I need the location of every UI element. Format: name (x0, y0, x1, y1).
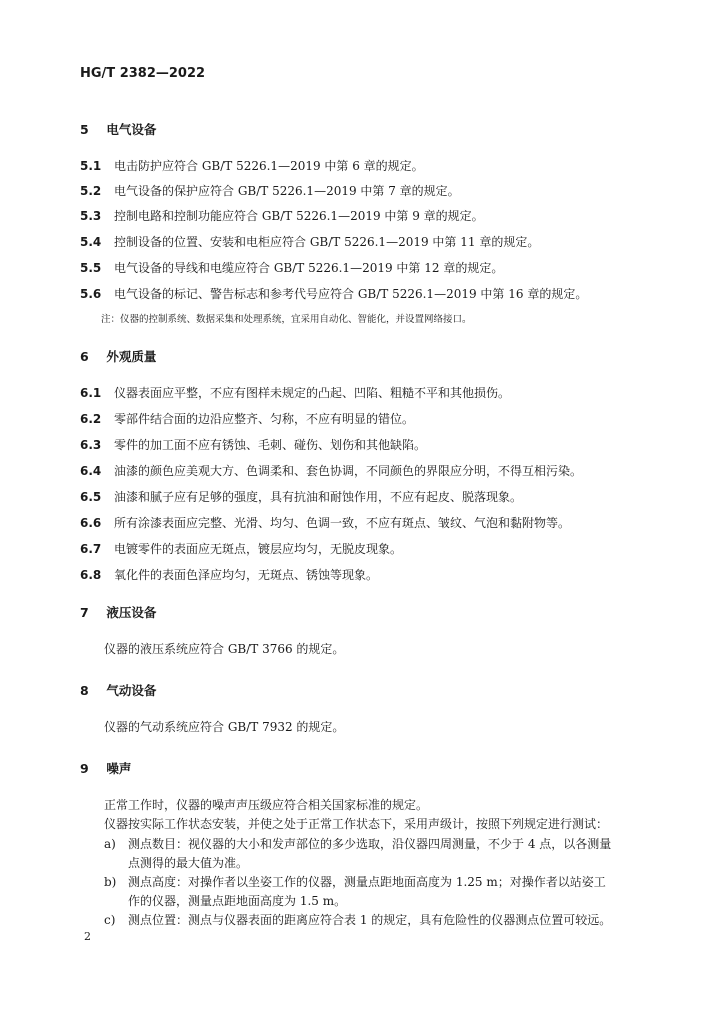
clause-text: 电气设备的导线和电缆应符合 GB/T 5226.1—2019 中第 12 章的规定。 (114, 261, 504, 275)
clause-number: 5.5 (80, 261, 102, 275)
clause-number: 6.3 (80, 438, 102, 452)
section-title: 液压设备 (106, 605, 157, 620)
clause-text: 所有涂漆表面应完整、光滑、均匀、色调一致，不应有斑点、皱纹、气泡和黏附物等。 (114, 516, 571, 530)
section-7-heading (80, 603, 156, 621)
clause-number: 5.1 (80, 159, 102, 173)
list-item-b-continuation: 作的仪器，测量点距地面高度为 1.5 m。 (128, 894, 347, 908)
clause-text: 油漆的颜色应美观大方、色调柔和、套色协调，不同颜色的界限应分明，不得互相污染。 (114, 464, 583, 478)
clause-text: 电镀零件的表面应无斑点，镀层应均匀，无脱皮现象。 (114, 542, 403, 556)
clause-text: 零件的加工面不应有锈蚀、毛刺、碰伤、划伤和其他缺陷。 (114, 438, 427, 452)
clause-6-2 (80, 410, 414, 427)
section-9-para-2: 仪器按实际工作状态安装，并使之处于正常工作状态下，采用声级计，按照下列规定进行测试： (104, 817, 609, 831)
list-item-a-continuation: 点测得的最大值为准。 (128, 856, 249, 870)
clause-number: 5.2 (80, 184, 102, 198)
clause-6-8 (80, 566, 378, 583)
section-6-heading (80, 347, 156, 365)
clause-6-7 (80, 540, 402, 557)
clause-6-6 (80, 514, 570, 531)
page-number: 2 (84, 930, 91, 943)
list-item-c (104, 911, 611, 928)
clause-number: 6.7 (80, 542, 102, 556)
clause-text: 控制电路和控制功能应符合 GB/T 5226.1—2019 中第 9 章的规定。 (114, 209, 484, 223)
clause-number: 6.2 (80, 412, 102, 426)
list-item-a (104, 835, 611, 852)
note-5: 注：仪器的控制系统、数据采集和处理系统，宜采用自动化、智能化，并设置网络接口。 (101, 314, 472, 325)
clause-5-5 (80, 259, 503, 276)
clause-5-1 (80, 157, 424, 174)
clause-number: 6.1 (80, 386, 102, 400)
clause-6-5 (80, 488, 522, 505)
clause-6-1 (80, 384, 510, 401)
item-text: 测点数目：视仪器的大小和发声部位的多少选取，沿仪器四周测量，不少于 4 点，以各测量 (128, 837, 612, 851)
clause-number: 6.4 (80, 464, 102, 478)
clause-6-3 (80, 436, 426, 453)
section-9-para-1: 正常工作时，仪器的噪声声压级应符合相关国家标准的规定。 (104, 798, 429, 812)
item-text: 测点高度：对操作者以坐姿工作的仪器，测量点距地面高度为 1.25 m；对操作者以站姿工 (128, 875, 606, 889)
section-number: 7 (80, 605, 89, 620)
item-text: 测点位置：测点与仪器表面的距离应符合表 1 的规定，具有危险性的仪器测点位置可较远。 (128, 913, 612, 927)
section-title: 噪声 (106, 761, 132, 776)
clause-text: 控制设备的位置、安装和电柜应符合 GB/T 5226.1—2019 中第 11 章的规定。 (114, 235, 540, 249)
section-number: 6 (80, 349, 89, 364)
section-7-text: 仪器的液压系统应符合 GB/T 3766 的规定。 (104, 642, 345, 656)
clause-5-3 (80, 207, 484, 224)
section-number: 5 (80, 122, 89, 137)
item-label: b) (104, 875, 117, 889)
section-number: 9 (80, 761, 89, 776)
section-8-text: 仪器的气动系统应符合 GB/T 7932 的规定。 (104, 720, 345, 734)
section-number: 8 (80, 683, 89, 698)
section-8-heading (80, 681, 156, 699)
clause-number: 5.3 (80, 209, 102, 223)
clause-5-2 (80, 182, 460, 199)
item-label: c) (104, 913, 116, 927)
section-9-heading (80, 759, 131, 777)
clause-number: 6.6 (80, 516, 102, 530)
list-item-b (104, 873, 606, 890)
clause-text: 电气设备的标记、警告标志和参考代号应符合 GB/T 5226.1—2019 中第 16 章的规定。 (114, 287, 588, 301)
section-5-heading (80, 120, 156, 138)
standard-code: HG/T 2382—2022 (80, 66, 206, 81)
clause-number: 5.6 (80, 287, 102, 301)
section-title: 电气设备 (106, 122, 157, 137)
clause-6-4 (80, 462, 582, 479)
clause-text: 仪器表面应平整，不应有图样未规定的凸起、凹陷、粗糙不平和其他损伤。 (114, 386, 511, 400)
clause-text: 氧化件的表面色泽应均匀，无斑点、锈蚀等现象。 (114, 568, 379, 582)
item-label: a) (104, 837, 116, 851)
clause-text: 电击防护应符合 GB/T 5226.1—2019 中第 6 章的规定。 (114, 159, 424, 173)
clause-text: 油漆和腻子应有足够的强度，具有抗油和耐蚀作用，不应有起皮、脱落现象。 (114, 490, 523, 504)
clause-number: 6.8 (80, 568, 102, 582)
clause-text: 零部件结合面的边沿应整齐、匀称，不应有明显的错位。 (114, 412, 415, 426)
clause-number: 5.4 (80, 235, 102, 249)
clause-number: 6.5 (80, 490, 102, 504)
section-title: 外观质量 (106, 349, 157, 364)
clause-5-4 (80, 233, 539, 250)
clause-5-6 (80, 285, 587, 302)
section-title: 气动设备 (106, 683, 157, 698)
clause-text: 电气设备的保护应符合 GB/T 5226.1—2019 中第 7 章的规定。 (114, 184, 460, 198)
